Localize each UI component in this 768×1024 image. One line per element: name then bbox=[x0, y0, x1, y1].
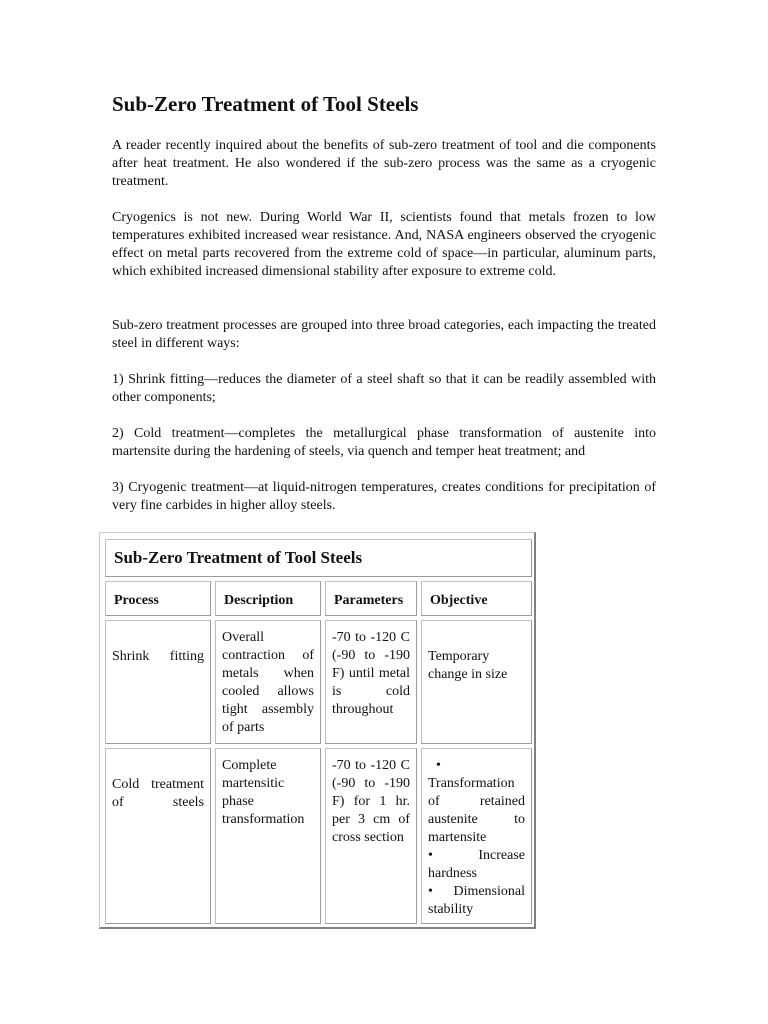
table-title: Sub-Zero Treatment of Tool Steels bbox=[114, 548, 363, 567]
paragraph-intro: A reader recently inquired about the benefits of sub-zero treatment of tool and die components after heat treatment. He also wondered if the sub-zero process was the same as a cryogenic treatment. bbox=[112, 138, 656, 189]
header-objective: Objective bbox=[421, 581, 532, 616]
row2-parameters: -70 to -120 C (-90 to -190 F) for 1 hr. per 3 cm of cross section bbox=[332, 758, 410, 845]
page-title: Sub-Zero Treatment of Tool Steels bbox=[112, 92, 419, 116]
objective-item-2: • Increase hardness bbox=[428, 848, 525, 881]
paragraph-shrink-fitting: 1) Shrink fitting—reduces the diameter of a steel shaft so that it can be readily assembled with other components; bbox=[112, 372, 656, 405]
table-title-cell bbox=[105, 539, 532, 577]
row1-parameters-cell bbox=[325, 620, 417, 744]
row1-description-cell bbox=[215, 620, 321, 744]
row2-description: Complete martensitic phase transformation bbox=[222, 758, 305, 827]
header-description: Description bbox=[215, 581, 321, 616]
treatment-table bbox=[99, 532, 536, 929]
paragraph-categories: Sub-zero treatment processes are grouped into three broad categories, each impacting the treated steel in different ways: bbox=[112, 318, 656, 351]
row1-objective: Temporary change in size bbox=[428, 649, 508, 682]
header-process: Process bbox=[105, 581, 211, 616]
row1-process-cell bbox=[105, 620, 211, 744]
row2-process-cell bbox=[105, 748, 211, 924]
header-parameters: Parameters bbox=[325, 581, 417, 616]
paragraph-cryogenic-treatment: 3) Cryogenic treatment—at liquid-nitrogen temperatures, creates conditions for precipitation of very fine carbides in higher alloy steels. bbox=[112, 480, 656, 513]
row2-objective-list bbox=[428, 757, 525, 919]
row1-parameters: -70 to -120 C (-90 to -190 F) until metal is cold throughout bbox=[332, 630, 410, 717]
bullet-icon: • bbox=[436, 758, 441, 773]
row1-objective-cell bbox=[421, 620, 532, 744]
row2-parameters-cell bbox=[325, 748, 417, 924]
paragraph-cryogenics: Cryogenics is not new. During World War II, scientists found that metals frozen to low temperatures exhibited increased wear resistance. And, NASA engineers observed the cryogenic effect on metal parts recovered from the extreme cold of space—in particular, aluminum parts, which exhibited increased dimensional stability after exposure to extreme cold. bbox=[112, 210, 656, 279]
paragraph-cold-treatment: 2) Cold treatment—completes the metallurgical phase transformation of austenite into martensite during the hardening of steels, via quench and temper heat treatment; and bbox=[112, 426, 656, 459]
row2-process: Cold treatment of steels bbox=[112, 777, 204, 810]
row1-description: Overall contraction of metals when cooled allows tight assembly of parts bbox=[222, 630, 314, 735]
bullet-icon: • bbox=[428, 884, 433, 899]
objective-item: Transformation of retained austenite to martensite bbox=[428, 776, 525, 845]
row1-process: Shrink fitting bbox=[112, 649, 204, 664]
objective-item-3: • Dimensional stability bbox=[428, 884, 525, 917]
row2-description-cell bbox=[215, 748, 321, 924]
row2-objective-cell bbox=[421, 748, 532, 924]
bullet-icon: • bbox=[428, 848, 433, 863]
